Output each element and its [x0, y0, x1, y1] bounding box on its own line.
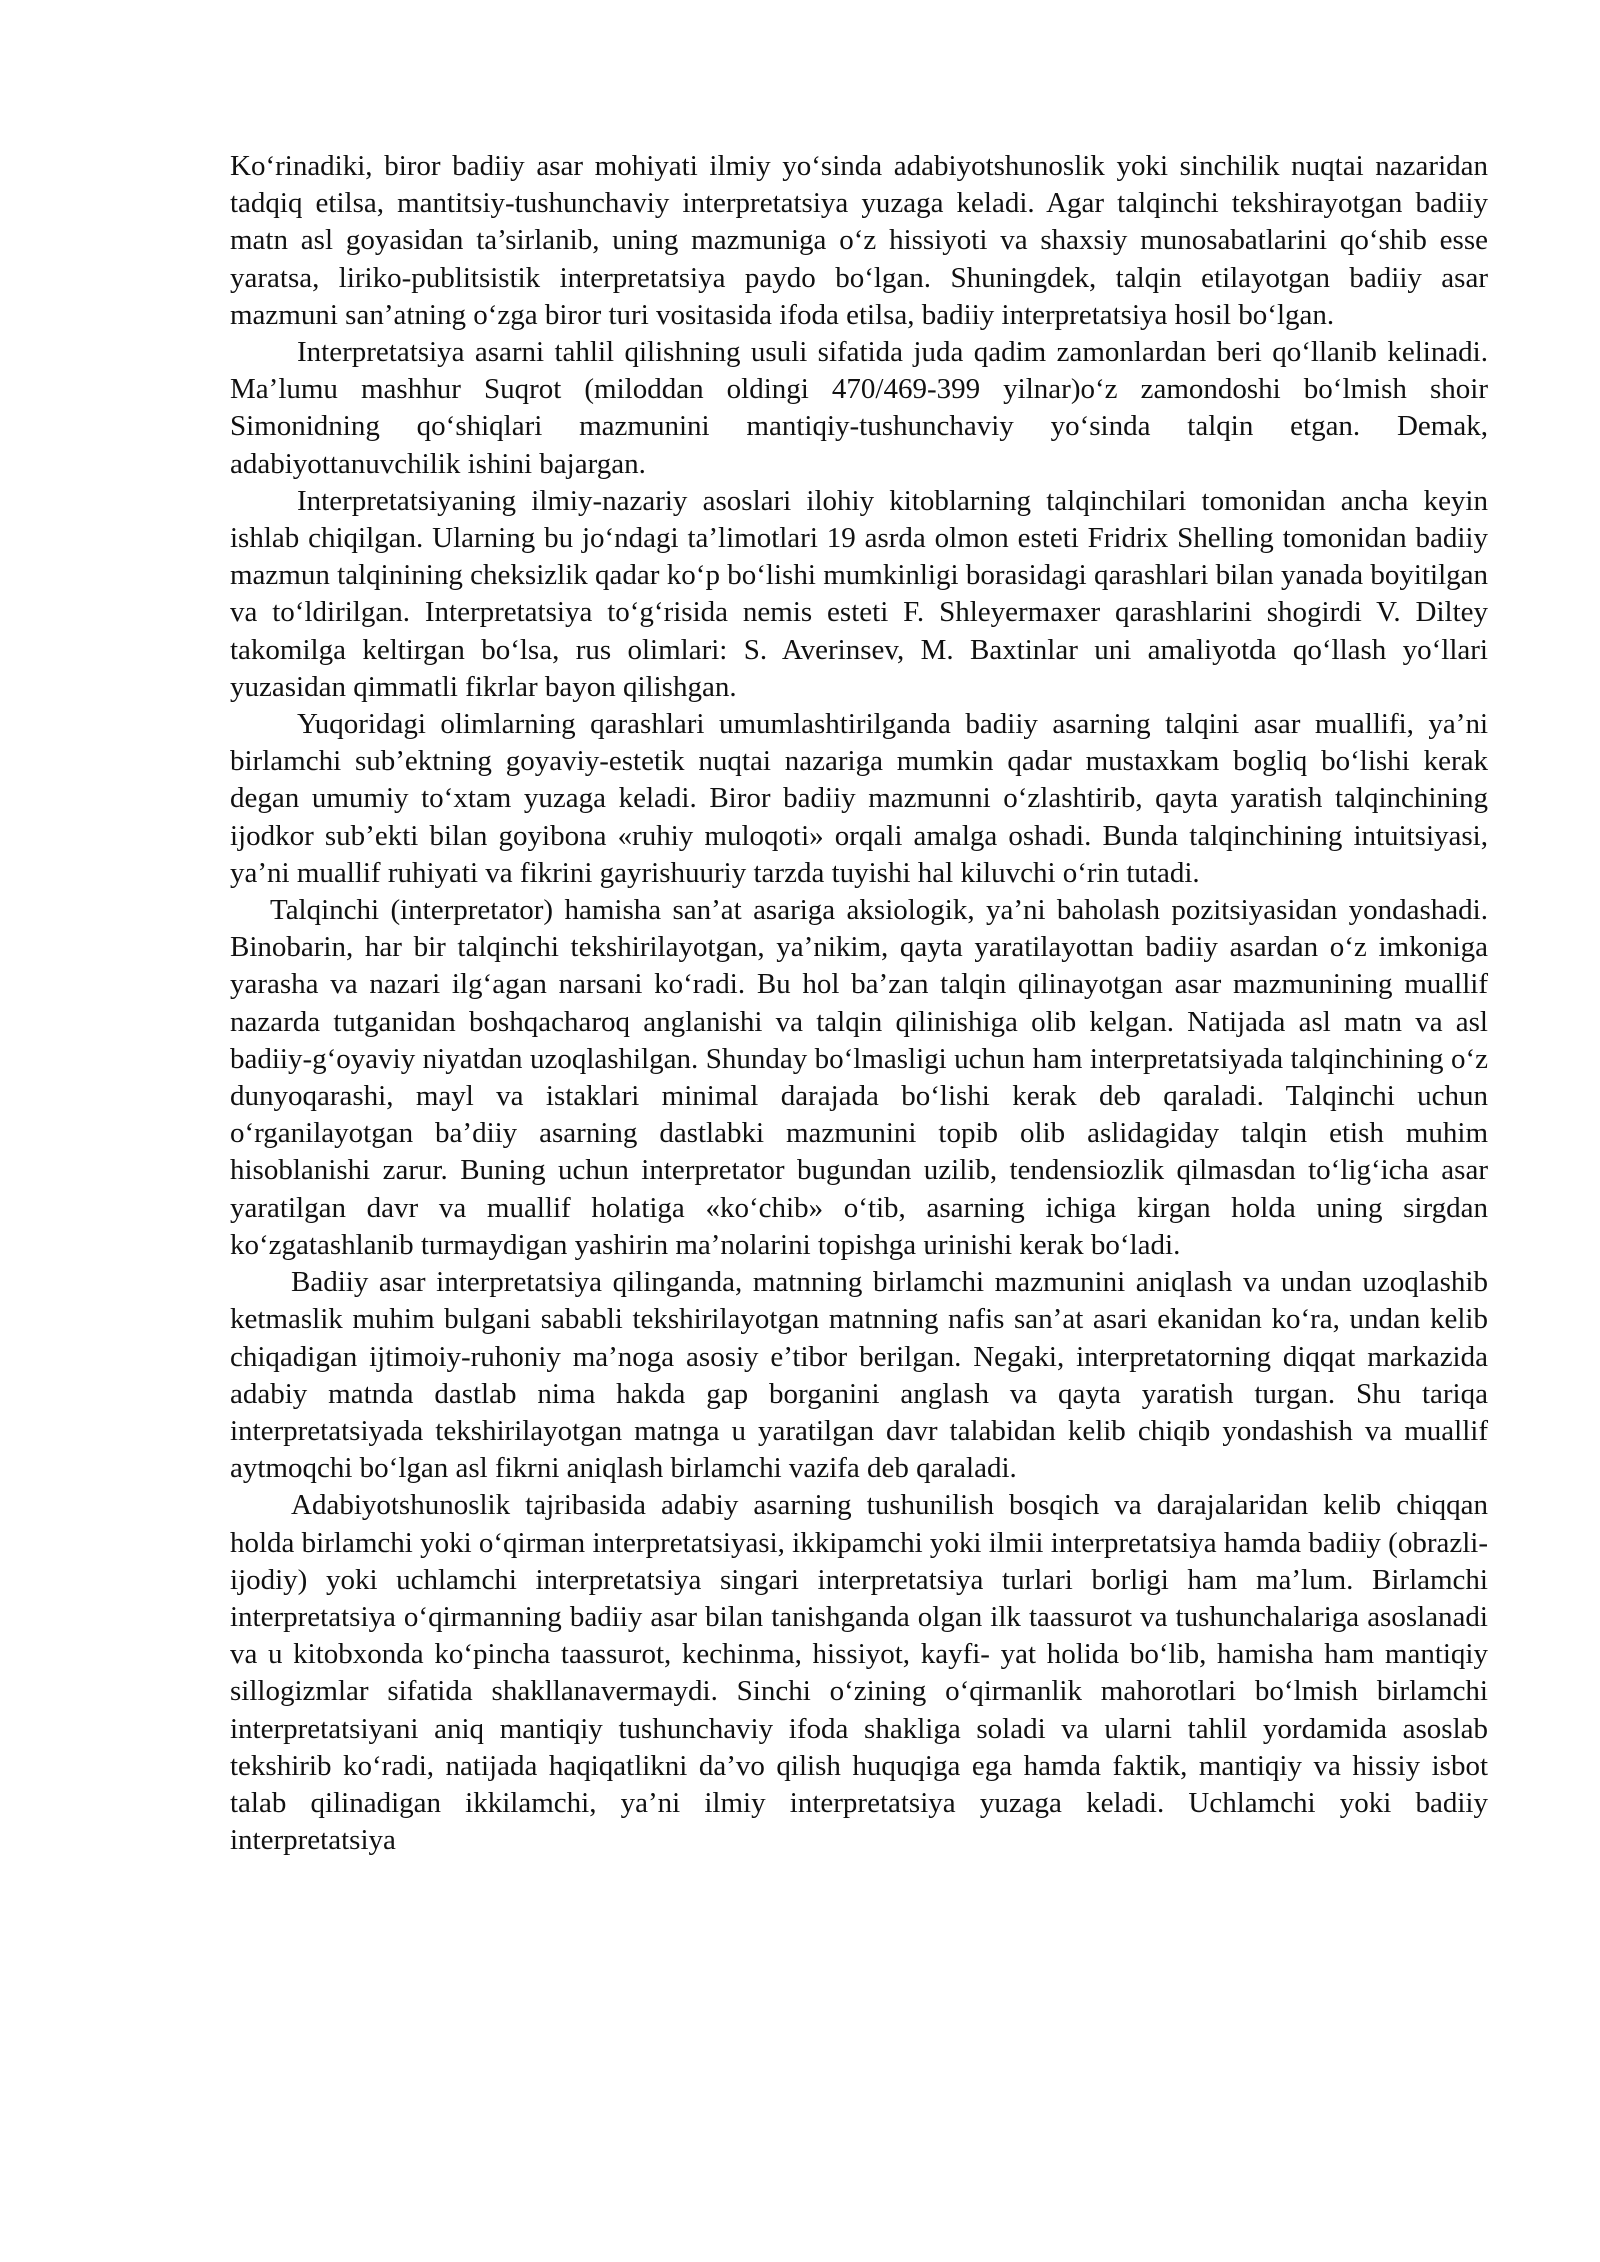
- paragraph-5: Talqinchi (interpretator) hamisha san’at asariga aksiologik, ya’ni baholash pozitsiyasidan yondashadi. Binobarin, har bir talqinchi tekshirilayotgan, ya’nikim, qayta yaratilayottan badiiy asardan o‘z imkoniga yarasha va nazari ilg‘agan narsani ko‘radi. Bu hol ba’zan talqin qilinayotgan asar mazmunining muallif nazarda tutganidan boshqacharoq anglanishi va talqin qilinishiga olib kelgan. Natijada asl matn va asl badiiy-g‘oyaviy niyatdan uzoqlashilgan. Shunday bo‘lmasligi uchun ham interpretatsiyada talqinchining o‘z dunyoqarashi, mayl va istaklari minimal darajada bo‘lishi kerak deb qaraladi. Talqinchi uchun o‘rganilayotgan ba’diiy asarning dastlabki mazmunini topib olib aslidagiday talqin etish muhim hisoblanishi zarur. Buning uchun interpretator bugundan uzilib, tendensiozlik qilmasdan to‘lig‘icha asar yaratilgan davr va muallif holatiga «ko‘chib» o‘tib, asarning ichiga kirgan holda uning sirgdan ko‘zgatashlanib turmaydigan yashirin ma’nolarini topishga urinishi kerak bo‘ladi.: [230, 894, 1488, 1261]
- document-page: [230, 148, 1488, 1859]
- paragraph-2: Interpretatsiya asarni tahlil qilishning usuli sifatida juda qadim zamonlardan beri qo‘llanib kelinadi. Ma’lumu mashhur Suqrot (miloddan oldingi 470/469-399 yilnar)o‘z zamondoshi bo‘lmish shoir Simonidning qo‘shiqlari mazmunini mantiqiy-tushunchaviy yo‘sinda talqin etgan. Demak, adabiyottanuvchilik ishini bajargan.: [230, 336, 1488, 480]
- paragraph-7: Adabiyotshunoslik tajribasida adabiy asarning tushunilish bosqich va darajalaridan kelib chiqqan holda birlamchi yoki o‘qirman interpretatsiyasi, ikkipamchi yoki ilmii interpretatsiya hamda badiiy (obrazli-ijodiy) yoki uchlamchi interpretatsiya singari interpretatsiya turlari borligi ham ma’lum. Birlamchi interpretatsiya o‘qirmanning badiiy asar bilan tanishganda olgan ilk taassurot va tushunchalariga asoslanadi va u kitobxonda ko‘pincha taassurot, kechinma, hissiyot, kayfi- yat holida bo‘lib, hamisha ham mantiqiy sillogizmlar sifatida shakllanavermaydi. Sinchi o‘zining o‘qirmanlik mahorotlari bo‘lmish birlamchi interpretatsiyani aniq mantiqiy tushunchaviy ifoda shakliga soladi va ularni tahlil yordamida asoslab tekshirib ko‘radi, natijada haqiqatlikni da’vo qilish huquqiga ega hamda faktik, mantiqiy va hissiy isbot talab qilinadigan ikkilamchi, ya’ni ilmiy interpretatsiya yuzaga keladi. Uchlamchi yoki badiiy interpretatsiya: [230, 1489, 1488, 1857]
- paragraph-1: Ko‘rinadiki, biror badiiy asar mohiyati ilmiy yo‘sinda adabiyotshunoslik yoki sinchilik nuqtai nazaridan tadqiq etilsa, mantitsiy-tushunchaviy interpretatsiya yuzaga keladi. Agar talqinchi tekshirayotgan badiiy matn asl goyasidan ta’sirlanib, uning mazmuniga o‘z hissiyoti va shaxsiy munosabatlarini qo‘shib esse yaratsa, liriko-publitsistik interpretatsiya paydo bo‘lgan. Shuningdek, talqin etilayotgan badiiy asar mazmuni san’atning o‘zga biror turi vositasida ifoda etilsa, badiiy interpretatsiya hosil bo‘lgan.: [230, 150, 1488, 331]
- paragraph-4: Yuqoridagi olimlarning qarashlari umumlashtirilganda badiiy asarning talqini asar muallifi, ya’ni birlamchi sub’ektning goyaviy-estetik nuqtai nazariga mumkin qadar mustaxkam bogliq bo‘lishi kerak degan umumiy to‘xtam yuzaga keladi. Biror badiiy mazmunni o‘zlashtirib, qayta yaratish talqinchining ijodkor sub’ekti bilan goyibona «ruhiy muloqoti» orqali amalga oshadi. Bunda talqinchining intuitsiyasi, ya’ni muallif ruhiyati va fikrini gayrishuuriy tarzda tuyishi hal kiluvchi o‘rin tutadi.: [230, 708, 1488, 889]
- paragraph-6: Badiiy asar interpretatsiya qilinganda, matnning birlamchi mazmunini aniqlash va undan uzoqlashib ketmaslik muhim bulgani sababli tekshirilayotgan matnning nafis san’at asari ekanidan ko‘ra, undan kelib chiqadigan ijtimoiy-ruhoniy ma’noga asosiy e’tibor berilgan. Negaki, interpretatorning diqqat markazida adabiy matnda dastlab nima hakda gap borganini anglash va qayta yaratish turgan. Shu tariqa interpretatsiyada tekshirilayotgan matnga u yaratilgan davr talabidan kelib chiqib yondashish va muallif aytmoqchi bo‘lgan asl fikrni aniqlash birlamchi vazifa deb qaraladi.: [230, 1266, 1488, 1485]
- paragraph-3: Interpretatsiyaning ilmiy-nazariy asoslari ilohiy kitoblarning talqinchilari tomonidan ancha keyin ishlab chiqilgan. Ularning bu jo‘ndagi ta’limotlari 19 asrda olmon esteti Fridrix Shelling tomonidan badiiy mazmun talqinining cheksizlik qadar ko‘p bo‘lishi mumkinligi borasidagi qarashlari bilan yanada boyitilgan va to‘ldirilgan. Interpretatsiya to‘g‘risida nemis esteti F. Shleyermaxer qarashlarini shogirdi V. Diltey takomilga keltirgan bo‘lsa, rus olimlari: S. Averinsev, M. Baxtinlar uni amaliyotda qo‘llash yo‘llari yuzasidan qimmatli fikrlar bayon qilishgan.: [230, 484, 1488, 703]
